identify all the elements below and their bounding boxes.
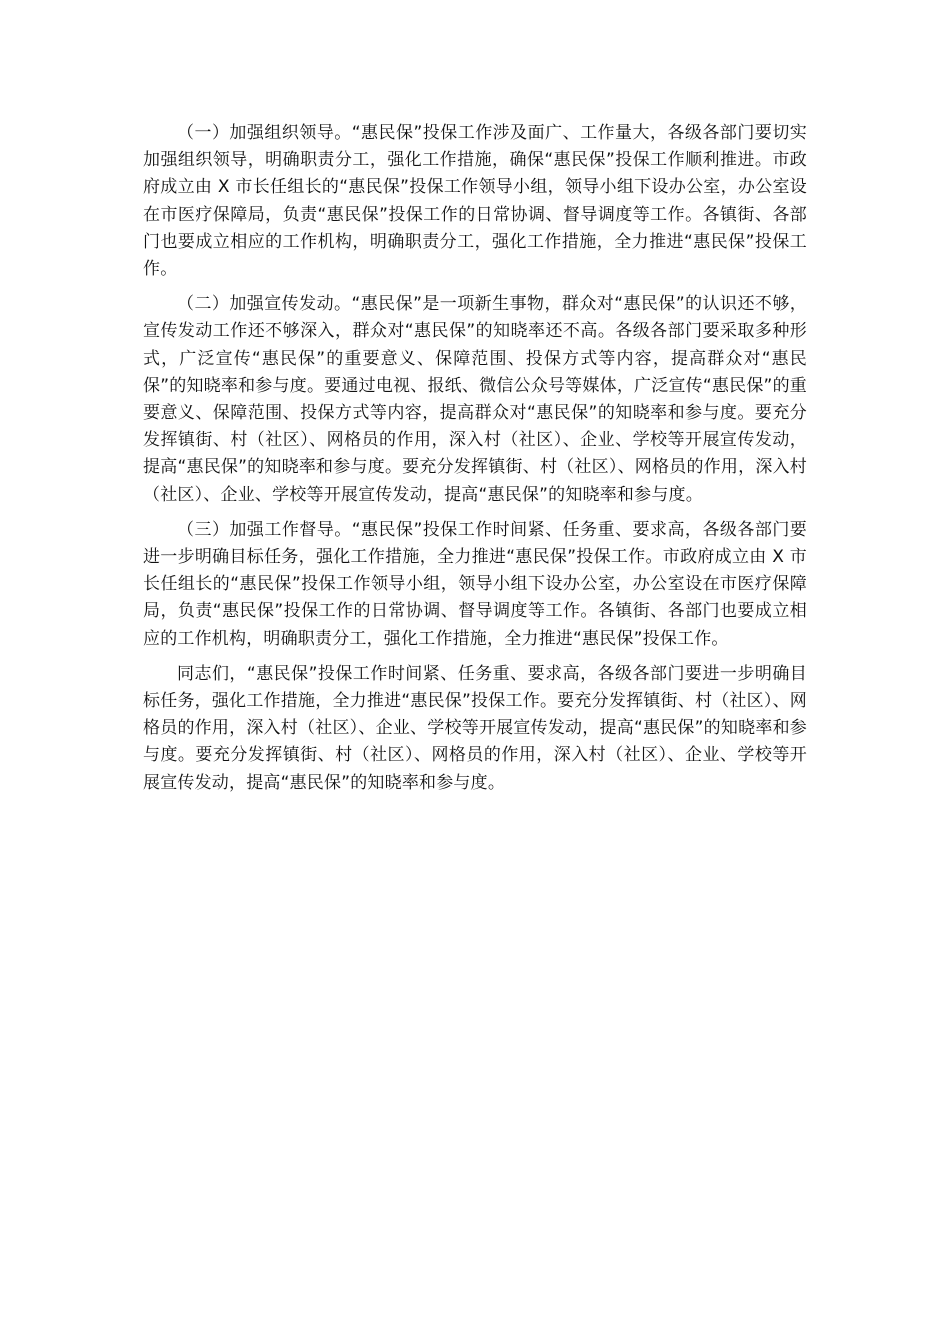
document-page [143,120,807,797]
paragraph-organization-leadership: （一）加强组织领导。“惠民保”投保工作涉及面广、工作量大，各级各部门要切实加强组织领导，明确职责分工，强化工作措施，确保“惠民保”投保工作顺利推进。市政府成立由 X 市长任组长的“惠民保”投保工作领导小组，领导小组下设办公室，办公室设在市医疗保障局，负责“惠民保”投保工作的日常协调、督导调度等工作。各镇街、各部门也要成立相应的工作机构，明确职责分工，强化工作措施，全力推进“惠民保”投保工作。 [143,123,807,280]
paragraph-closing-remarks: 同志们，“惠民保”投保工作时间紧、任务重、要求高，各级各部门要进一步明确目标任务，强化工作措施，全力推进“惠民保”投保工作。要充分发挥镇街、村（社区）、网格员的作用，深入村（社区）、企业、学校等开展宣传发动，提高“惠民保”的知晓率和参与度。要充分发挥镇街、村（社区）、网格员的作用，深入村（社区）、企业、学校等开展宣传发动，提高“惠民保”的知晓率和参与度。 [143,663,807,793]
paragraph-work-supervision: （三）加强工作督导。“惠民保”投保工作时间紧、任务重、要求高，各级各部门要进一步明确目标任务，强化工作措施，全力推进“惠民保”投保工作。市政府成立由 X 市长任组长的“惠民保”投保工作领导小组，领导小组下设办公室，办公室设在市医疗保障局，负责“惠民保”投保工作的日常协调、督导调度等工作。各镇街、各部门也要成立相应的工作机构，明确职责分工，强化工作措施，全力推进“惠民保”投保工作。 [143,519,807,649]
paragraph-publicity-mobilization: （二）加强宣传发动。“惠民保”是一项新生事物，群众对“惠民保”的认识还不够，宣传发动工作还不够深入，群众对“惠民保”的知晓率还不高。各级各部门要采取多种形式，广泛宣传“惠民保”的重要意义、保障范围、投保方式等内容，提高群众对“惠民保”的知晓率和参与度。要通过电视、报纸、微信公众号等媒体，广泛宣传“惠民保”的重要意义、保障范围、投保方式等内容，提高群众对“惠民保”的知晓率和参与度。要充分发挥镇街、村（社区）、网格员的作用，深入村（社区）、企业、学校等开展宣传发动，提高“惠民保”的知晓率和参与度。要充分发挥镇街、村（社区）、网格员的作用，深入村（社区）、企业、学校等开展宣传发动，提高“惠民保”的知晓率和参与度。 [143,294,807,505]
